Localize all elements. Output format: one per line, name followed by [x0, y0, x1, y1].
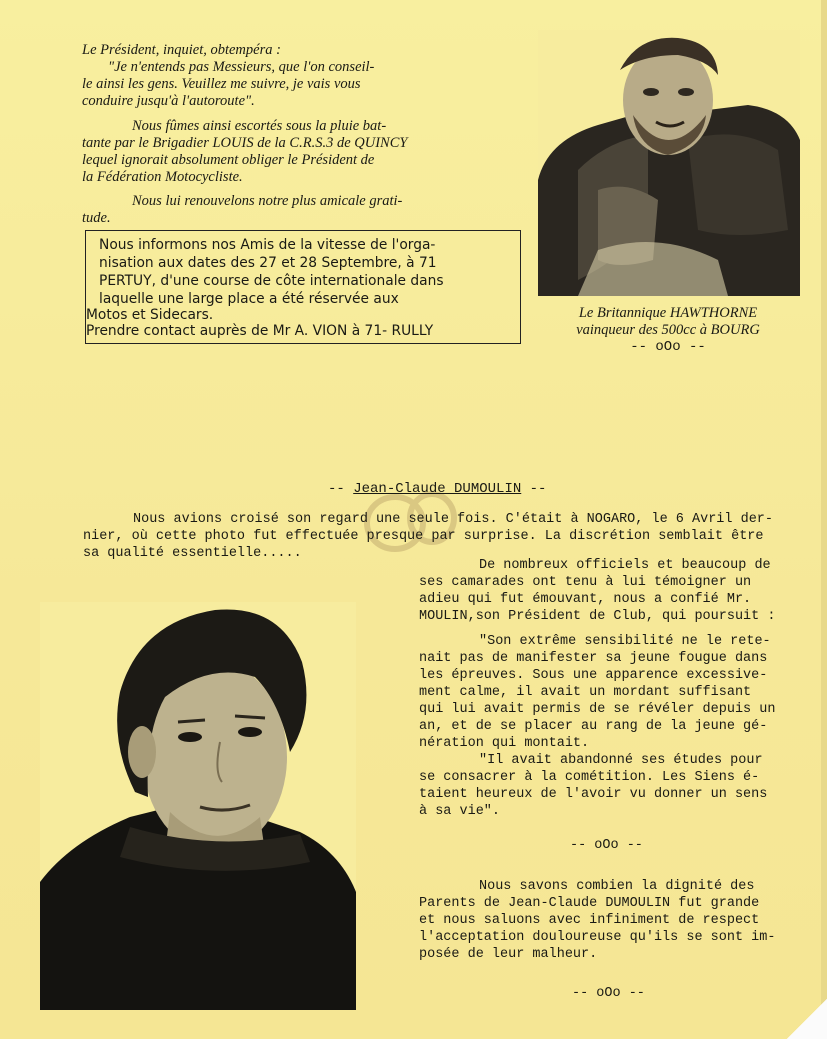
text-line: Le Président, inquiet, obtempéra : — [82, 42, 281, 58]
text-line: MOULIN,son Président de Club, qui poursuit : — [419, 609, 776, 624]
title-suffix: -- — [521, 481, 547, 497]
notice-line: Prendre contact auprès de Mr A. VION à 71- RULLY — [86, 323, 434, 339]
notice-line: PERTUY, d'une course de côte internationale dans — [99, 273, 444, 289]
text-line: adieu qui fut émouvant, nous a confié Mr. — [419, 592, 752, 607]
text-line: Nous lui renouvelons notre plus amicale grati- — [132, 193, 403, 209]
notice-line: Motos et Sidecars. — [86, 307, 214, 323]
page-corner-fold — [787, 999, 827, 1039]
notice-line: nisation aux dates des 27 et 28 Septembre, à 71 — [99, 255, 437, 271]
text-line: De nombreux officiels et beaucoup de — [479, 558, 771, 573]
photo-dumoulin-image — [40, 602, 356, 1010]
text-line: ses camarades ont tenu à lui témoigner un — [419, 575, 752, 590]
text-line: an, et de se placer au rang de la jeune gé- — [419, 719, 768, 734]
photo-hawthorne — [538, 30, 800, 296]
notice-line: laquelle une large place a été réservée aux — [99, 291, 399, 307]
text-line: lequel ignorait absolument obliger le Président de — [82, 152, 375, 168]
text-line: et nous saluons avec infiniment de respect — [419, 913, 760, 928]
text-line: ment calme, il avait un mordant suffisant — [419, 685, 752, 700]
text-line: qui lui avait permis de se révéler depuis un — [419, 702, 776, 717]
separator-2: -- oOo -- — [572, 986, 645, 1001]
text-line: Parents de Jean-Claude DUMOULIN fut grande — [419, 896, 760, 911]
article-title — [328, 481, 546, 497]
text-line: conduire jusqu'à l'autoroute". — [82, 93, 255, 109]
text-line: Nous avions croisé son regard une seule fois. C'était à NOGARO, le 6 Avril der- — [133, 512, 774, 527]
separator-1: -- oOo -- — [570, 838, 643, 853]
photo-hawthorne-image — [538, 30, 800, 296]
title-text: Jean-Claude DUMOULIN — [353, 481, 522, 497]
text-line: Nous fûmes ainsi escortés sous la pluie bat- — [132, 118, 387, 134]
caption-line1: Le Britannique HAWTHORNE — [578, 305, 758, 321]
text-line: "Son extrême sensibilité ne le rete- — [479, 634, 771, 649]
text-line: "Il avait abandonné ses études pour — [479, 753, 763, 768]
caption-separator: -- oOo -- — [630, 339, 706, 355]
title-prefix: -- — [328, 481, 354, 497]
caption-line2: vainqueur des 500cc à BOURG — [576, 322, 760, 338]
text-line: se consacrer à la cométition. Les Siens é- — [419, 770, 760, 785]
text-line: "Je n'entends pas Messieurs, que l'on conseil- — [108, 59, 375, 75]
text-line: posée de leur malheur. — [419, 947, 598, 962]
text-line: nait pas de manifester sa jeune fougue dans — [419, 651, 768, 666]
notice-box — [85, 230, 521, 344]
photo-caption — [538, 305, 798, 356]
text-line: nier, où cette photo fut effectuée presque par surprise. La discrétion semblait être — [83, 529, 764, 544]
text-line: à sa vie". — [419, 804, 501, 819]
text-line: tude. — [82, 210, 111, 226]
text-line: l'acceptation douloureuse qu'ils se sont im- — [419, 930, 776, 945]
text-line: nération qui montait. — [419, 736, 590, 751]
text-line: la Fédération Motocycliste. — [82, 169, 243, 185]
text-line: taient heureux de l'avoir vu donner un sens — [419, 787, 768, 802]
text-line: sa qualité essentielle..... — [83, 546, 302, 561]
photo-dumoulin — [40, 602, 356, 1010]
notice-line: Nous informons nos Amis de la vitesse de l'orga- — [99, 237, 436, 253]
text-line: tante par le Brigadier LOUIS de la C.R.S.3 de QUINCY — [82, 135, 408, 151]
text-line: le ainsi les gens. Veuillez me suivre, je vais vous — [82, 76, 361, 92]
text-line: les épreuves. Sous une apparence excessive- — [419, 668, 768, 683]
paper-edge — [821, 0, 827, 1039]
text-line: Nous savons combien la dignité des — [479, 879, 755, 894]
